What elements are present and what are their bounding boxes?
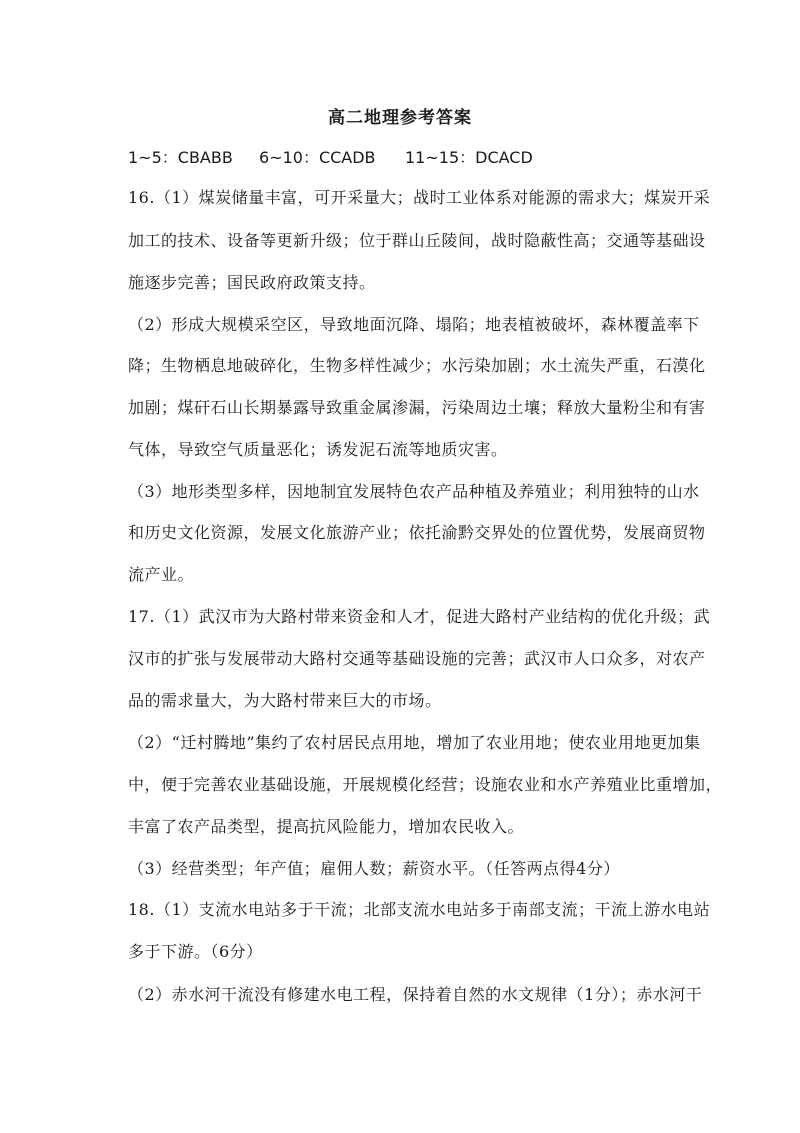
q16-2-line-2: 降；生物栖息地破碎化，生物多样性减少；水污染加剧；水土流失严重，石漠化	[128, 356, 706, 375]
q18-2-line-1: （2）赤水河干流没有修建水电工程，保持着自然的水文规律（1分）；赤水河干	[128, 985, 703, 1004]
q17-2-line-1: （2）“迁村腾地”集约了农村居民点用地，增加了农业用地；使农业用地更加集	[128, 733, 701, 752]
q16-1-line-3: 施逐步完善；国民政府政策支持。	[128, 273, 376, 292]
q16-2-line-4: 气体，导致空气质量恶化；诱发泥石流等地质灾害。	[128, 440, 508, 459]
q16-2-line-1: （2）形成大规模采空区，导致地面沉降、塌陷；地表植被破坏，森林覆盖率下	[128, 315, 700, 334]
q17-3-line-1: （3）经营类型；年产值；雇佣人数；薪资水平。（任答两点得4分）	[128, 859, 620, 878]
choice-answers-11-15: 11~15：DCACD	[405, 148, 533, 167]
q17-2-line-3: 丰富了农产品类型，提高抗风险能力，增加农民收入。	[128, 817, 525, 836]
page-title: 高二地理参考答案	[328, 108, 472, 128]
q17-1-line-2: 汉市的扩张与发展带动大路村交通等基础设施的完善；武汉市人口众多，对农产	[128, 649, 706, 668]
q16-2-line-3: 加剧；煤矸石山长期暴露导致重金属渗漏，污染周边土壤；释放大量粉尘和有害	[128, 398, 706, 417]
q17-1-line-1: 17.（1）武汉市为大路村带来资金和人才，促进大路村产业结构的优化升级；武	[128, 607, 711, 626]
q18-1-line-1: 18.（1）支流水电站多于干流；北部支流水电站多于南部支流；干流上游水电站	[128, 900, 711, 919]
q17-2-line-2: 中，便于完善农业基础设施，开展规模化经营；设施农业和水产养殖业比重增加，	[128, 775, 723, 794]
q16-3-line-1: （3）地形类型多样，因地制宜发展特色农产品种植及养殖业；利用独特的山水	[128, 482, 700, 501]
choice-answers-6-10: 6~10：CCADB	[259, 148, 376, 167]
q16-3-line-3: 流产业。	[128, 565, 195, 584]
q18-1-line-2: 多于下游。（6分）	[128, 942, 263, 961]
choice-answers-1-5: 1~5：CBABB	[128, 148, 233, 167]
q16-1-line-2: 加工的技术、设备等更新升级；位于群山丘陵间，战时隐蔽性高；交通等基础设	[128, 231, 706, 250]
q16-1-line-1: 16.（1）煤炭储量丰富，可开采量大；战时工业体系对能源的需求大；煤炭开采	[128, 188, 711, 207]
q16-3-line-2: 和历史文化资源，发展文化旅游产业；依托渝黔交界处的位置优势，发展商贸物	[128, 523, 706, 542]
q17-1-line-3: 品的需求量大，为大路村带来巨大的市场。	[128, 691, 442, 710]
